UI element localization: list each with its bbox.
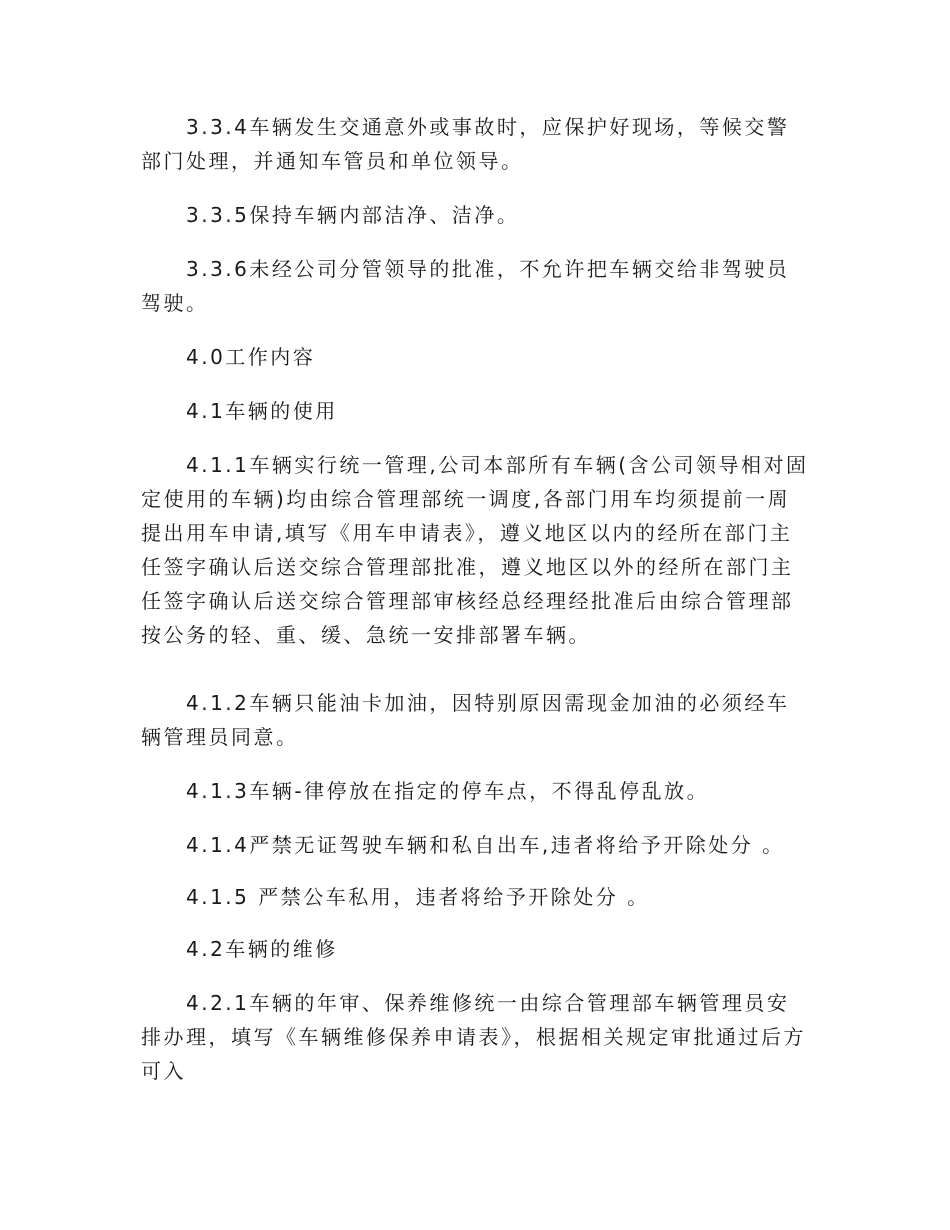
paragraph-4-1-4: 4.1.4严禁无证驾驶车辆和私自出车,违者将给予开除处分 。 [186,833,785,857]
paragraph-3-3-5: 3.3.5保持车辆内部洁净、洁净。 [186,203,520,227]
paragraph-3-3-4: 3.3.4车辆发生交通意外或事故时，应保护好现场，等候交警部门处理，并通知车管员和单位领导。 [141,115,790,173]
paragraph-3-3-6: 3.3.6未经公司分管领导的批准，不允许把车辆交给非驾驶员驾驶。 [141,257,790,315]
section-heading-4-0: 4.0工作内容 [186,345,316,369]
paragraph-4-1-2: 4.1.2车辆只能油卡加油，因特别原因需现金加油的必须经车辆管理员同意。 [141,691,790,749]
section-heading-4-1: 4.1车辆的使用 [186,399,338,423]
paragraph-4-1-3: 4.1.3车辆-律停放在指定的停车点，不得乱停乱放。 [186,779,710,803]
paragraph-4-2-1: 4.2.1车辆的年审、保养维修统一由综合管理部车辆管理员安排办理，填写《车辆维修保养申请表》，根据相关规定审批通过后方可入 [141,991,806,1083]
paragraph-4-1-5: 4.1.5 严禁公车私用，违者将给予开除处分 。 [186,885,650,909]
paragraph-4-1-1: 4.1.1车辆实行统一管理,公司本部所有车辆(含公司领导相对固定使用的车辆)均由综合管理部统一调度,各部门用车均须提前一周提出用车申请,填写《用车申请表》，遵义地区以内的经所在部门主任签字确认后送交综合管理部批准，遵义地区以外的经所在部门主任签字确认后送交综合管理部审核经总经理经批准后由综合管理部按公务的轻、重、缓、急统一安排部署车辆。 [141,453,809,647]
section-heading-4-2: 4.2车辆的维修 [186,937,338,961]
